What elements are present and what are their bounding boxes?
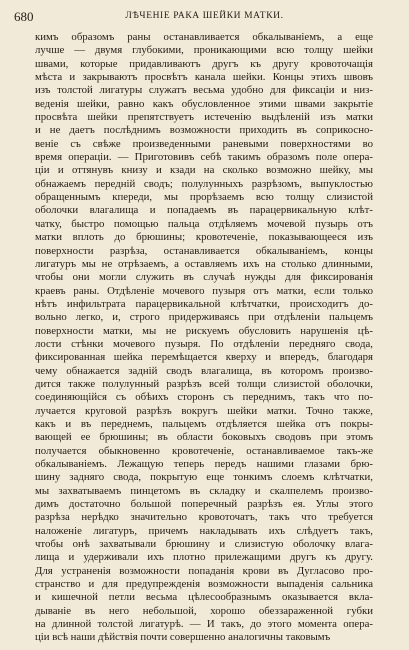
text-line: лища и удерживали ихъ плотно прилежащими другъ къ другу. [35,551,373,564]
text-line: соединяющійся съ обѣихъ сторонъ съ переднимъ, такъ что по- [35,391,373,404]
text-line: лости стѣнки мочевого пузыря. По отдѣленіи передняго свода, [35,337,373,350]
text-line: странство и для предупрежденія возможности выпаденія сальника [35,578,373,591]
body-text [35,31,373,645]
text-line: просвѣта шейки препятствуетъ истеченію выдѣленій изъ матки [35,111,373,124]
text-line: чему обнажается задній сводъ влагалища, въ которомъ произво- [35,364,373,377]
text-line: какъ и въ переднемъ, пальцемъ отдѣляется шейка отъ покры- [35,417,373,430]
text-line: веніе съ свѣже произведенными раневыми поверхностями во [35,137,373,150]
text-line: димъ достаточно большой поперечный разрѣзъ ея. Углы этого [35,498,373,511]
text-line: мы захватываемъ пинцетомъ въ складку и скалпелемъ произво- [35,484,373,497]
text-line: наложеніе лигатуръ, причемъ накладывать ихъ слѣдуетъ такъ, [35,524,373,537]
text-line: вольно легко, и, строго придерживаясь при отдѣленіи пальцемъ [35,311,373,324]
text-line: лучается круговой разрѣзъ вокругъ шейки матки. Точно также, [35,404,373,417]
text-line: поверхности разрѣза, останавливается обкалываніемъ, концы [35,244,373,257]
text-line: чтобы они могли служить въ случаѣ нужды для фиксированія [35,271,373,284]
text-line: веденія шейки, равно какъ обусловленное этими швами закрытіе [35,97,373,110]
text-line: и не даетъ послѣднимъ возможности приходить въ соприкосно- [35,124,373,137]
running-head: ЛѢЧЕНІЕ РАКА ШЕЙКИ МАТКИ. [125,11,284,21]
text-line: чатку, быстро помощью пальца отдѣляемъ мочевой пузырь отъ [35,217,373,230]
text-line: лигатуръ мы не отрѣзаемъ, а оставляемъ ихъ на столько длинными, [35,257,373,270]
text-line: и кишечной петли весьма цѣлесообразнымъ оказывается вкла- [35,591,373,604]
text-line: обкалываніемъ. Лежащую теперь передъ нашими глазами брю- [35,458,373,470]
text-line: мѣста и закрываютъ просвѣтъ канала шейки. Концы этихъ швовъ [35,71,373,84]
text-line: на длинной толстой лигатурѣ. — И такъ, до этого момента опера- [35,618,373,631]
text-line: нѣтъ инфильтрата парацервикальной клѣтчатки, происходитъ до- [35,297,373,310]
text-line: чтобы онѣ захватывали брюшину и слизистую оболочку влага- [35,538,373,551]
text-line: ціи и оттянувъ книзу и кзади на сколько возможно шейку, мы [35,164,373,177]
text-line: поверхности матки, мы не рискуемъ обусловить нарушенія цѣ- [35,324,373,337]
text-line: разрѣза нерѣдко значительно кровоточатъ, такъ что требуется [35,511,373,524]
page-number: 680 [14,9,34,24]
text-line: Для устраненія возможности попаданія крови въ Дугласово про- [35,564,373,577]
text-line: дываніе въ него небольшой, хорошо обеззараженной губки [35,604,373,617]
text-line: вающей ее брюшины; въ области боковыхъ сводовъ при этомъ [35,431,373,444]
text-line: время операціи. — Приготовивъ себѣ такимъ образомъ поле опера- [35,151,373,164]
text-line: швами, которые придавливаютъ другъ къ другу кровоточащія [35,57,373,70]
text-line: получается обыкновенно кровотеченіе, останавливаемое такъ-же [35,444,373,457]
text-line: лучше — двумя глубокими, проникающими всю толщу шейки [35,44,373,57]
text-line: ціи всѣ наши дѣйствія почти совершенно аналогичны таковымъ [35,631,331,644]
text-line: оболочки влагалища и попадаемъ въ парацервикальную клѣт- [35,204,373,217]
text-line: фиксированная шейка перемѣщается кверху и впередъ, благодаря [35,351,373,364]
text-line: обращеннымъ кпереди, мы прорѣзаемъ всю толщу слизистой [35,191,373,204]
text-line: шину задняго свода, покрытую еще тонкимъ слоемъ клѣтчатки, [35,471,373,484]
page-header [14,9,395,25]
text-line: кимъ образомъ раны останавливается обкалываніемъ, а еще [35,31,373,43]
text-line: дится также полулунный разрѣзъ всей толщи слизистой оболочки, [35,377,373,390]
text-line: матки вплоть до брюшины; кровотеченіе, показывающееся изъ [35,231,373,244]
text-line: краевъ раны. Отдѣленіе мочевого пузыря отъ матки, если только [35,284,373,297]
text-line: обнажаемъ передній сводъ; полулунныхъ разрѣзомъ, выпуклостью [35,177,373,190]
text-line: изъ толстой лигатуры служатъ весьма удобно для фиксаціи и низ- [35,84,373,97]
